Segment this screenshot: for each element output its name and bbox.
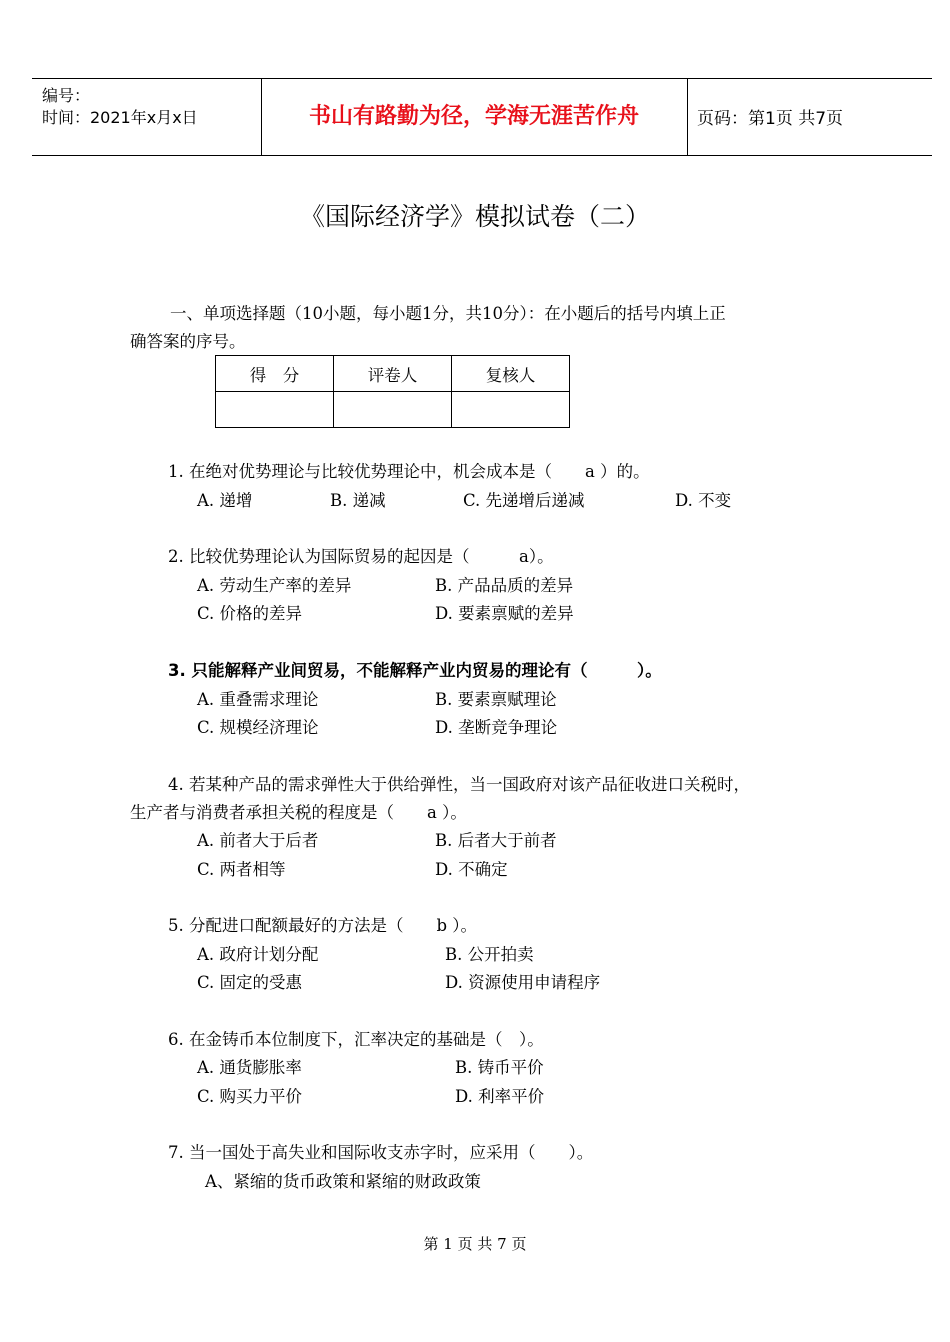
question-2-option-a: A. 劳动生产率的差异 [197,576,352,595]
score-cell[interactable] [216,392,334,428]
question-1-option-b: B. 递减 [330,491,386,510]
page-footer: 第 1 页 共 7 页 [423,1235,527,1253]
question-1-stem: 1. 在绝对优势理论与比较优势理论中，机会成本是（ a ）的。 [168,462,650,481]
question-4-option-a: A. 前者大于后者 [197,831,319,850]
motto: 书山有路勤为径，学海无涯苦作舟 [308,104,639,129]
question-5-stem: 5. 分配进口配额最好的方法是（ b ）。 [168,916,478,935]
question-4-option-c: C. 两者相等 [197,860,286,879]
question-1-option-c: C. 先递增后递减 [463,491,585,510]
question-1-option-d: D. 不变 [675,491,732,510]
page-info: 页码：第1页 共7页 [697,109,844,129]
question-3-stem: 3. 只能解释产业间贸易，不能解释产业内贸易的理论有（ ）。 [168,661,662,680]
question-2-option-c: C. 价格的差异 [197,604,303,623]
score-table [215,355,570,428]
question-7-stem: 7. 当一国处于高失业和国际收支赤字时，应采用（ ）。 [168,1143,594,1162]
exam-title: 《国际经济学》模拟试卷（二） [299,202,650,231]
reviewer-header: 复核人 [452,356,570,392]
serial-label: 编号： [42,86,91,105]
question-1-option-a: A. 递增 [197,491,253,510]
section-intro-line1: 一、单项选择题（10小题，每小题1分，共10分）：在小题后的括号内填上正 [170,304,726,323]
question-4-option-b: B. 后者大于前者 [435,831,557,850]
grader-header: 评卷人 [334,356,452,392]
score-header: 得 分 [216,356,334,392]
question-5-option-c: C. 固定的受惠 [197,973,303,992]
question-6-option-d: D. 利率平价 [455,1087,545,1106]
question-4-stem-continued: 生产者与消费者承担关税的程度是（ a ）。 [130,803,467,822]
question-5-option-d: D. 资源使用申请程序 [445,973,601,992]
question-4-option-d: D. 不确定 [435,860,508,879]
time-label: 时间：2021年x月x日 [42,108,198,127]
question-6-option-a: A. 通货膨胀率 [197,1058,302,1077]
question-6-stem: 6. 在金铸币本位制度下，汇率决定的基础是（ ）。 [168,1030,544,1049]
question-3-option-c: C. 规模经济理论 [197,718,319,737]
question-5-option-a: A. 政府计划分配 [197,945,319,964]
question-5-option-b: B. 公开拍卖 [445,945,534,964]
grader-cell[interactable] [334,392,452,428]
question-3-option-b: B. 要素禀赋理论 [435,690,557,709]
section-intro-line2: 确答案的序号。 [130,332,246,351]
header-divider-right [687,79,688,155]
question-3-option-d: D. 垄断竞争理论 [435,718,558,737]
question-2-option-b: B. 产品品质的差异 [435,576,574,595]
question-3-option-a: A. 重叠需求理论 [197,690,319,709]
question-2-option-d: D. 要素禀赋的差异 [435,604,574,623]
question-2-stem: 2. 比较优势理论认为国际贸易的起因是（ a）。 [168,547,554,566]
question-4-stem: 4. 若某种产品的需求弹性大于供给弹性，当一国政府对该产品征收进口关税时， [168,775,750,794]
reviewer-cell[interactable] [452,392,570,428]
question-6-option-c: C. 购买力平价 [197,1087,303,1106]
question-6-option-b: B. 铸币平价 [455,1058,544,1077]
document-header [32,78,932,156]
question-7-option-a: A、紧缩的货币政策和紧缩的财政政策 [205,1172,481,1191]
